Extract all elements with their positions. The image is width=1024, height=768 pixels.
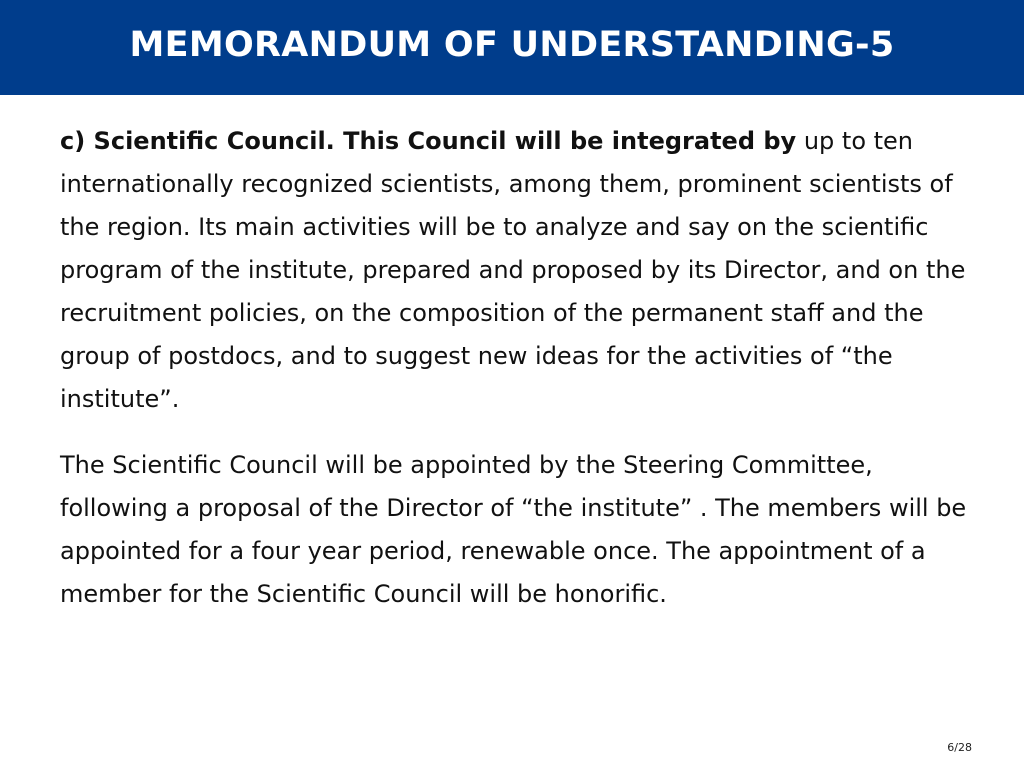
paragraph-body-text: up to ten internationally recognized scientists, among them, prominent scientists of the region. Its main activities will be to analyze and say on the scientific program of the institute, prepared and proposed by its Director, and on the recruitment policies, on the composition of the permanent staff and the group of postdocs, and to suggest new ideas for the activities of “the institute”. <box>60 127 966 413</box>
slide-number: 6/28 <box>947 741 972 754</box>
paragraph-lead-bold: c) Scientific Council. This Council will be integrated by <box>60 127 797 155</box>
slide-title: MEMORANDUM OF UNDERSTANDING-5 <box>129 25 895 65</box>
paragraph-scientific-council-appointment: The Scientific Council will be appointed by the Steering Committee, following a proposal of the Director of “the institute” . The members will be appointed for a four year period, renewable once. The appointment of a member for the Scientific Council will be honorific. <box>60 451 967 608</box>
slide-content <box>60 120 975 616</box>
paragraph-scientific-council-role <box>60 120 975 421</box>
title-bar <box>0 0 1024 95</box>
